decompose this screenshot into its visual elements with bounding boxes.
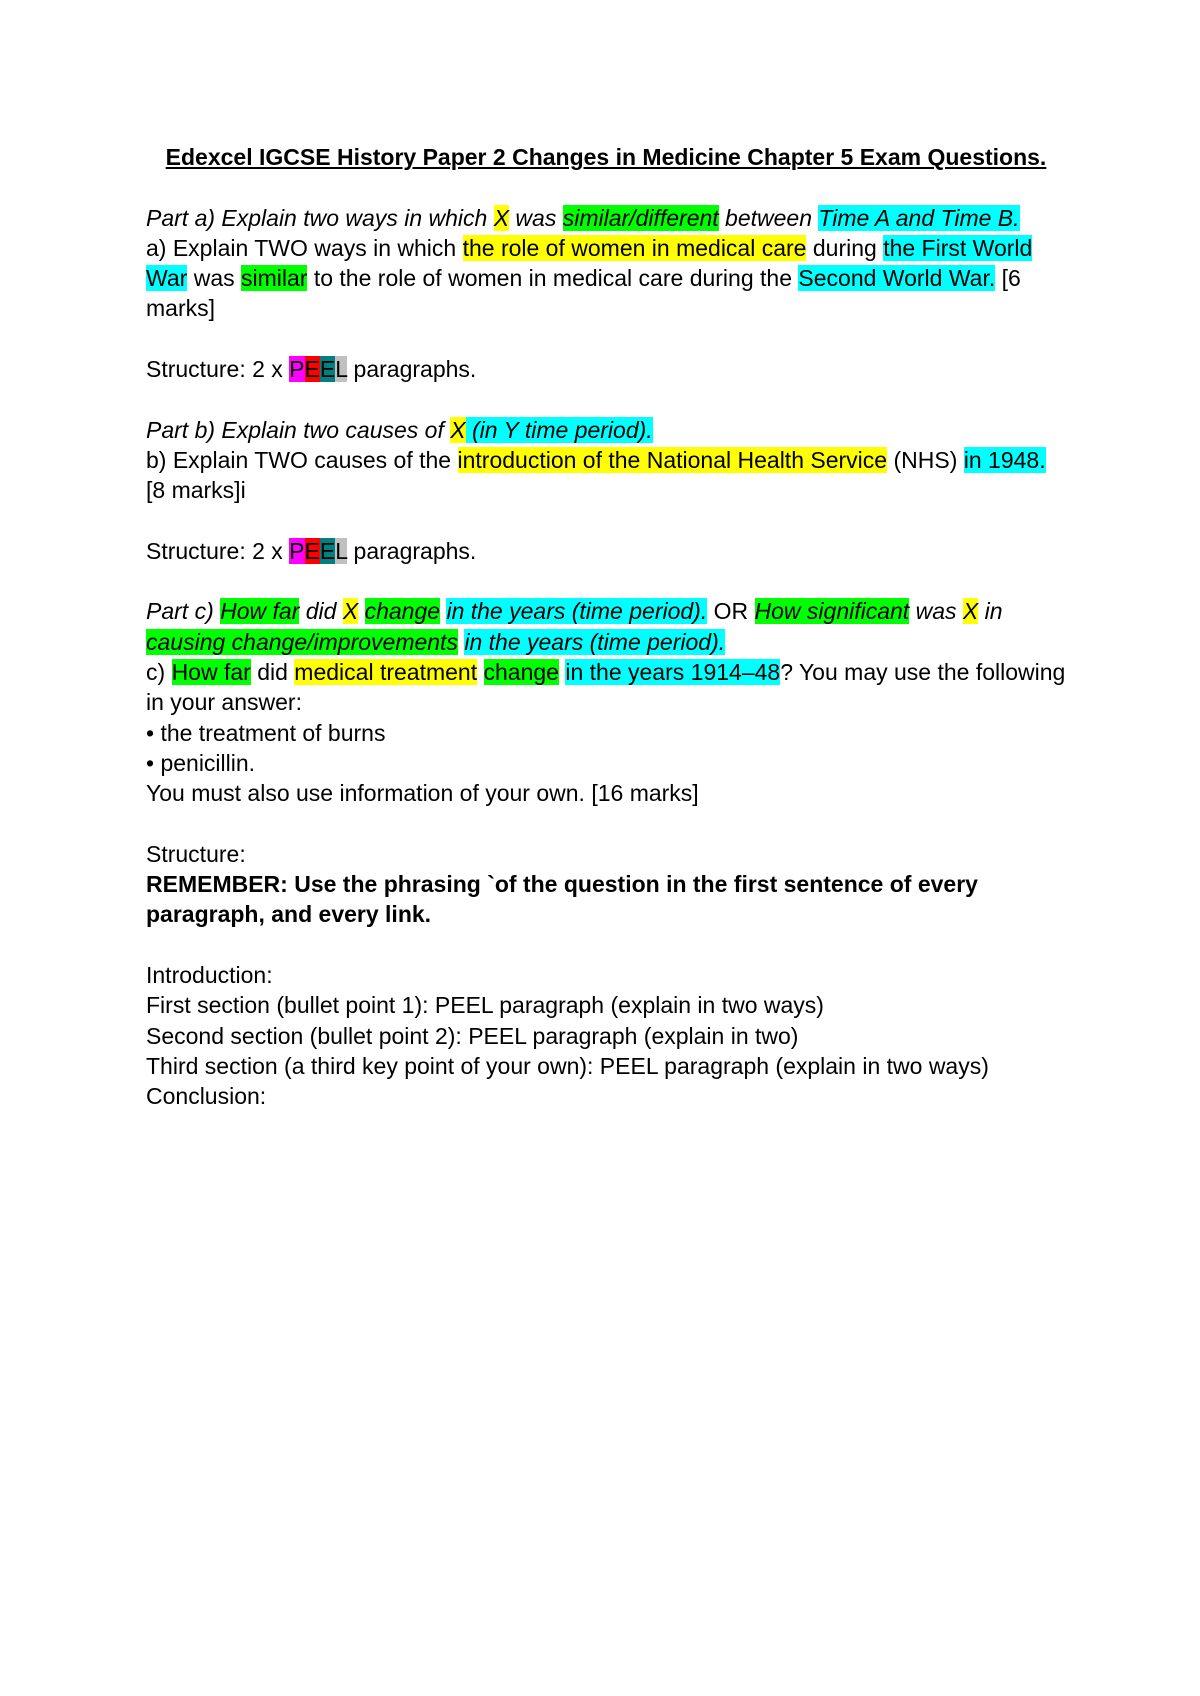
document-page	[146, 142, 1066, 1112]
part-a-question	[146, 233, 1066, 324]
text: during	[806, 234, 884, 261]
highlight-cyan: in the years (time period).	[446, 598, 708, 625]
highlight-green: How far	[220, 598, 300, 625]
highlight-yellow: X	[962, 598, 979, 625]
text: was	[909, 598, 963, 625]
text: Part b) Explain two causes of	[146, 416, 451, 443]
text: paragraphs.	[347, 356, 477, 383]
spacer	[146, 324, 1066, 354]
part-c-template	[146, 596, 1066, 657]
text: (NHS)	[887, 446, 964, 473]
text: was	[509, 204, 563, 231]
peel-p: P	[289, 537, 305, 564]
highlight-yellow: X	[493, 204, 510, 231]
highlight-green: similar/different	[562, 204, 719, 231]
outline-introduction: Introduction:	[146, 962, 273, 989]
peel-e2: E	[319, 537, 336, 564]
text: ? You may use the following in your answer:	[146, 659, 1066, 716]
text: did	[250, 659, 295, 686]
outline-third-section: Third section (a third key point of your own): PEEL paragraph (explain in two ways)	[146, 1052, 989, 1079]
highlight-yellow: X	[450, 416, 466, 443]
structure-b	[146, 536, 1066, 566]
highlight-cyan: Time A and Time B.	[818, 204, 1020, 231]
highlight-green: change	[483, 659, 559, 686]
peel-l: L	[335, 356, 348, 383]
text: OR	[707, 598, 755, 625]
structure-c-label: Structure:	[146, 840, 246, 867]
highlight-cyan: Second World War.	[798, 265, 996, 292]
spacer	[146, 506, 1066, 536]
text	[477, 659, 483, 685]
text: Structure: 2 x	[146, 537, 290, 564]
text: [6 marks]	[146, 265, 1021, 322]
text: was	[187, 265, 241, 292]
outline-second-section: Second section (bullet point 2): PEEL paragraph (explain in two)	[146, 1022, 799, 1049]
part-b-question	[146, 445, 1066, 506]
spacer	[146, 930, 1066, 960]
highlight-green: causing change/improvements	[146, 628, 458, 655]
outline-first-section: First section (bullet point 1): PEEL paragraph (explain in two ways)	[146, 992, 824, 1019]
highlight-cyan: in the years (time period).	[464, 628, 726, 655]
highlight-yellow: the role of women in medical care	[462, 234, 807, 261]
text: a) Explain TWO ways in which	[146, 234, 463, 261]
structure-a	[146, 354, 1066, 384]
highlight-green: How far	[171, 659, 251, 686]
bullet-item: • the treatment of burns	[146, 719, 386, 746]
text: c)	[146, 659, 172, 686]
text: to the role of women in medical care during the	[307, 265, 799, 292]
spacer	[146, 809, 1066, 839]
peel-p: P	[289, 356, 305, 383]
text: Structure: 2 x	[146, 356, 290, 383]
own-info-line: You must also use information of your own. [16 marks]	[146, 780, 699, 807]
text: in	[978, 598, 1003, 625]
remember-note: REMEMBER: Use the phrasing `of the question in the first sentence of every paragraph, and every link.	[146, 871, 978, 928]
text: Part c)	[146, 598, 221, 625]
highlight-yellow: X	[342, 598, 359, 625]
part-c-question	[146, 657, 1066, 718]
text: did	[299, 598, 343, 625]
highlight-green: similar	[241, 265, 308, 292]
highlight-green: change	[364, 598, 441, 625]
text: paragraphs.	[347, 537, 477, 564]
bullet-item: • penicillin.	[146, 749, 256, 776]
part-a-template	[146, 203, 1066, 233]
spacer	[146, 566, 1066, 596]
highlight-cyan: the First World War	[146, 234, 1033, 292]
peel-e1: E	[304, 356, 320, 383]
highlight-yellow: medical treatment	[294, 659, 478, 686]
document-title: Edexcel IGCSE History Paper 2 Changes in Medicine Chapter 5 Exam Questions.	[165, 144, 1047, 170]
spacer	[146, 172, 1066, 202]
text: Part a) Explain two ways in which	[146, 204, 494, 231]
text: between	[718, 204, 819, 231]
part-b-template	[146, 415, 1066, 445]
highlight-yellow: introduction of the National Health Service	[457, 446, 888, 473]
text: [8 marks]i	[146, 477, 246, 504]
highlight-green: How significant	[754, 598, 910, 625]
text	[358, 598, 364, 624]
peel-l: L	[335, 537, 348, 564]
highlight-cyan: (in Y time period).	[465, 416, 653, 443]
outline-conclusion: Conclusion:	[146, 1083, 267, 1110]
spacer	[146, 384, 1066, 414]
peel-e2: E	[319, 356, 336, 383]
highlight-cyan: in the years 1914–48	[565, 659, 781, 686]
peel-e1: E	[304, 537, 320, 564]
highlight-cyan: in 1948.	[963, 446, 1046, 473]
text: b) Explain TWO causes of the	[146, 446, 458, 473]
